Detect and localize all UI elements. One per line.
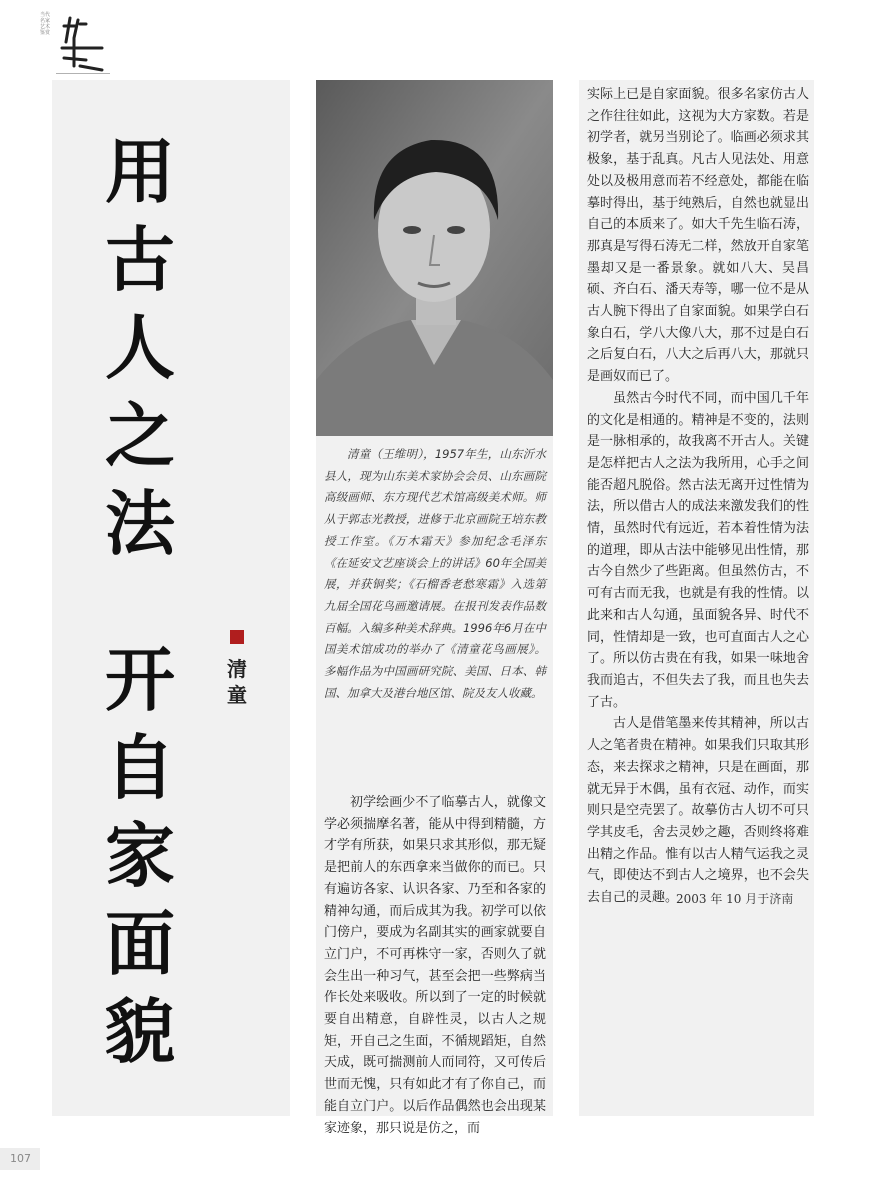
logo-calligraphy-icon [40,8,110,74]
paragraph: 实际上已是自家面貌。很多名家仿古人之作往往如此，这视为大方家数。若是初学者，就另当别论了。临画必须求其极象，基于乱真。凡古人见法处、用意处以及极用意而若不经意处，都能在临摹时得出，基于纯熟后，自然也就显出自己的本质来了。如大千先生临石涛，那真是写得石涛无二样，然放开自家笔墨却又是一番景象。就如八大、吴昌硕、齐白石、潘天寿等，哪一位不是从古人腕下得出了自家面貌。如果学白石象白石，学八大像八大，那不过是白石之后复白石，八大之后再八大，那就只是画奴而已了。 [587,87,809,385]
paragraph: 古人是借笔墨来传其精神，所以古人之笔者贵在精神。如果我们只取其形态，来去探求之精神，只是在画面，那就无异于木偶，虽有衣冠、动作，而实则只是空壳罢了。故摹仿古人切不可只学其皮毛，舍去灵妙之趣，否则终将难出精之作品。惟有以古人精气运我之灵气，即使达不到古人之境界，也不会失去自己的灵趣。 [587,716,809,906]
logo-small-text: 当代名家艺术鉴赏 [40,12,51,36]
author-bio: 清童（王维明），1957年生，山东沂水县人，现为山东美术家协会会员、山东画院高级画师、东方现代艺术馆高级美术师。师从于郭志光教授，进修于北京画院王培东教授工作室。《万木霜天》参加纪念毛泽东《在延安文艺座谈会上的讲话》60年全国美展，并获铜奖；《石榴香老愁寒霜》入选第九届全国花鸟画邀请展。在报刊发表作品数百幅。入编多种美术辞典。1996年6月在中国美术馆成功的举办了《清童花鸟画展》。多幅作品为中国画研究院、美国、日本、韩国、加拿大及港台地区馆、院及友人收藏。 [324,447,546,700]
portrait-photo-icon [316,80,553,436]
author-name: 清 童 [227,657,247,707]
article-body-column1: 初学绘画少不了临摹古人，就像文学必须揣摩名著，能从中得到精髓，方才学有所获，如果只求其形似，那无疑是把前人的东西拿来当做你的而已。只有遍访各家、认识各家、乃至和各家的精神勾通，而后成其为我。初学可以依门傍户，要成为名副其实的画家就要自立门户，不可再株守一家，否则久了就会生出一种习气，甚至会把一些弊病当作长处来吸收。所以到了一定的时候就要自出精意，自辟性灵，以古人之规矩，开自己之生面，不循规蹈矩，自然天成，既可揣测前人而同符，又可传后世而无愧，只有如此才有了你自己，而能自立门户。以后作品偶然也会出现某家迹象，那只说是仿之，而 [324,795,546,1136]
paragraph: 虽然古今时代不同，而中国几千年的文化是相通的。精神是不变的，法则是一脉相承的，故我离不开古人。关键是怎样把古人之法为我所用，心手之间能否超凡脱俗。然古法无离开过性情为法，所以借古人的成法来激发我们的性情，虽然时代有远近，若本着性情为法的道理，即从古法中能够见出性情，那古今自然少了些距离。但虽然仿古，不可有古而无我，也就是有我的性情。以此来和古人勾通，虽面貌各异、时代不同，性情却是一致，也可直面古人之心了。所以仿古贵在有我，如果一味地舍我而追古，不但失去了我，而且也失去了古。 [587,390,809,710]
article-title-line1: 用 古 人 之 法 [105,131,175,565]
page-number: 107 [10,1152,31,1165]
article-title-line2: 开 自 家 面 貌 [105,639,175,1073]
author-red-square-icon [230,630,244,644]
article-body-column2 [587,84,809,909]
date-signature: 2003 年 10 月于济南 [676,892,794,906]
publication-logo [40,8,110,74]
author-portrait-photo [316,80,553,436]
